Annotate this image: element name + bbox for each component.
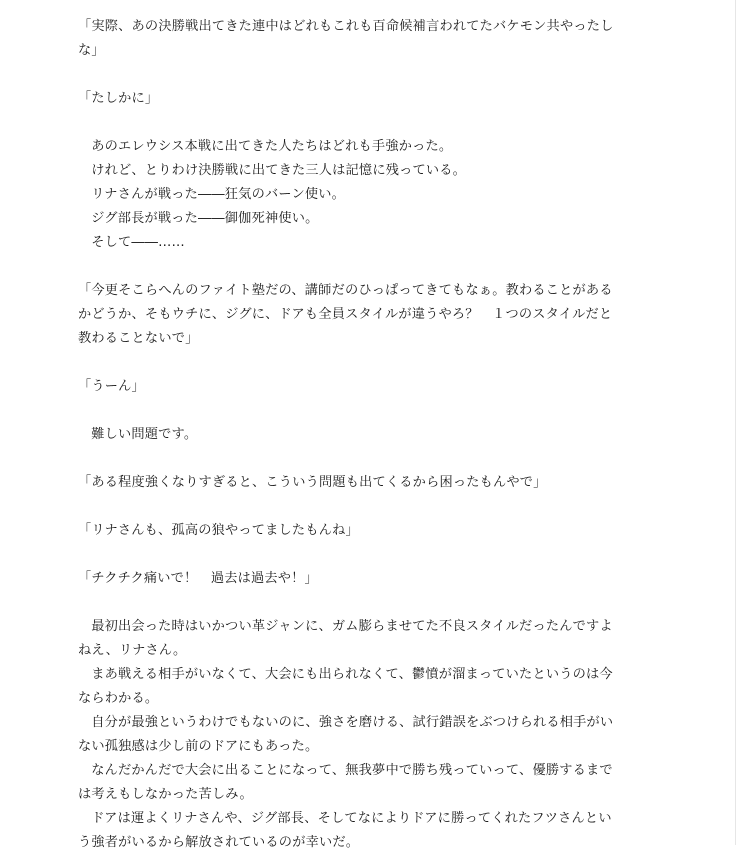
dialogue-line: 「リナさんも、孤高の狼やってましたもんね」 — [78, 523, 359, 538]
dialogue-line: 「たしかに」 — [78, 91, 159, 106]
narration-line: ジグ部長が戦った――御伽死神使い。 — [91, 211, 319, 226]
scrollbar-thumb[interactable] — [740, 40, 751, 805]
narration-line: 最初出会った時はいかつい革ジャンに、ガム膨らませてた不良スタイルだったんですよねえ、リナさん。 — [78, 619, 613, 658]
narration-line: そして――…… — [91, 235, 185, 250]
dialogue-line: 「今更そこらへんのファイト塾だの、講師だのひっぱってきてもなぁ。教わることがあるかどうか、そもウチに、ジグに、ドアも全員スタイルが違うやろ？ １つのスタイルだと教わることないで」 — [78, 283, 613, 346]
document-body — [78, 15, 618, 855]
dialogue-line: 「実際、あの決勝戦出てきた連中はどれもこれも百命候補言われてたバケモン共やったしな」 — [78, 19, 614, 58]
narration-line: 難しい問題です。 — [91, 427, 198, 442]
narration-line: あのエレウシス本戦に出てきた人たちはどれも手強かった。 — [91, 139, 453, 154]
narration-line: 自分が最強というわけでもないのに、強さを磨ける、試行錯誤をぶつけられる相手がいない孤独感は少し前のドアにもあった。 — [78, 715, 614, 754]
dialogue-line: 「うーん」 — [78, 379, 145, 394]
narration-line: ドアは運よくリナさんや、ジグ部長、そしてなによりドアに勝ってくれたフツさんという強者がいるから解放されているのが幸いだ。 — [78, 811, 612, 850]
vertical-scrollbar[interactable] — [735, 0, 756, 845]
dialogue-line: 「ある程度強くなりすぎると、こういう問題も出てくるから困ったもんやで」 — [78, 475, 547, 490]
narration-line: まあ戦える相手がいなくて、大会にも出られなくて、鬱憤が溜まっていたというのは今ならわかる。 — [78, 667, 613, 706]
dialogue-line: 「チクチク痛いで！ 過去は過去や！」 — [78, 571, 318, 586]
narration-line: なんだかんだで大会に出ることになって、無我夢中で勝ち残っていって、優勝するまでは考えもしなかった苦しみ。 — [78, 763, 613, 802]
narration-line: けれど、とりわけ決勝戦に出てきた三人は記憶に残っている。 — [91, 163, 467, 178]
narration-line: リナさんが戦った――狂気のバーン使い。 — [91, 187, 346, 202]
